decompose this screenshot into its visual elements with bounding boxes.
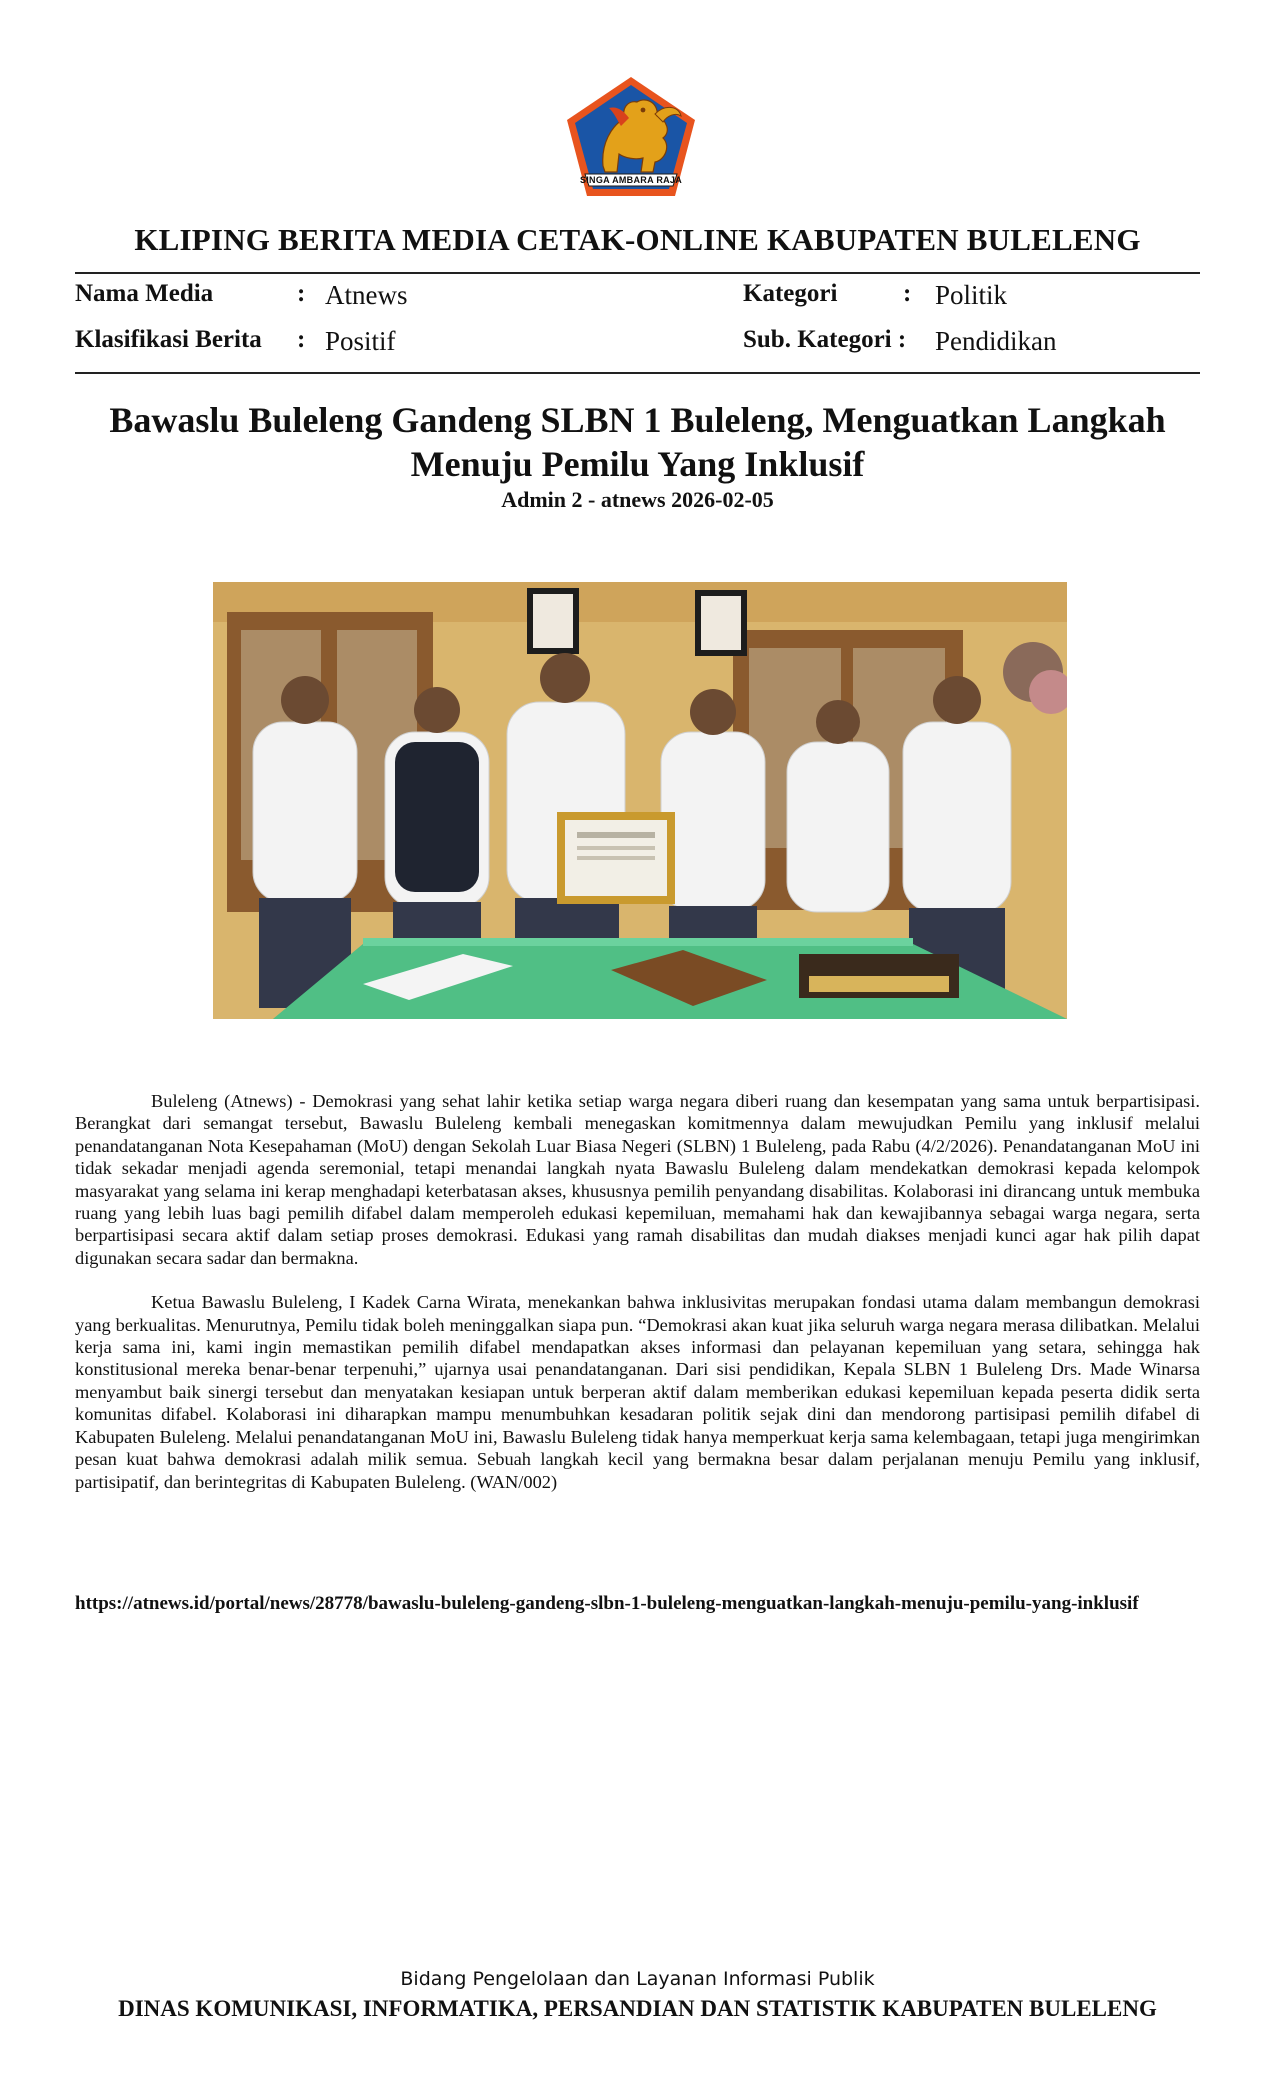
article-photo [213,582,1067,1019]
clipping-header-title: KLIPING BERITA MEDIA CETAK-ONLINE KABUPATEN BULELENG [134,222,1141,257]
source-link[interactable]: https://atnews.id/portal/news/28778/bawaslu-buleleng-gandeng-slbn-1-buleleng-menguatkan-langkah-menuju-pemilu-yang-inklusif [75,1593,1139,1614]
emblem-svg [563,74,699,200]
category-colon: : [903,280,912,307]
meta-row-classification [75,326,1200,362]
group-photo-certificate-icon [213,582,1067,1019]
article-byline: Admin 2 - atnews 2026-02-05 [501,487,774,512]
category-value: Politik [935,280,1008,310]
classification-value: Positif [325,326,396,356]
classification-label: Klasifikasi Berita [75,326,262,353]
media-colon: : [297,280,306,307]
article-paragraph-1: Buleleng (Atnews) - Demokrasi yang sehat lahir ketika setiap warga negara diberi ruang dan kesempatan yang sama untuk berpartisipasi. Berangkat dari semangat tersebut, Bawaslu Buleleng kembali menegaskan komitmennya dalam mewujudkan Pemilu yang inklusif melalui penandatanganan Nota Kesepahaman (MoU) dengan Sekolah Luar Biasa Negeri (SLBN) 1 Buleleng, pada Rabu (4/2/2026). Penandatanganan MoU ini tidak sekadar menjadi agenda seremonial, tetapi menandai langkah nyata Bawaslu Buleleng dalam mendekatkan demokrasi kepada kelompok masyarakat yang selama ini kerap menghadapi keterbatasan akses, khususnya pemilih penyandang disabilitas. Kolaborasi ini dirancang untuk membuka ruang yang lebih luas bagi pemilih difabel dalam memperoleh edukasi kepemiluan, memahami hak dan kewajibannya sebagai warga negara, serta berpartisipasi secara aktif dalam setiap proses demokrasi. Edukasi yang ramah disabilitas dan mudah diakses menjadi kunci agar hak pilih dapat digunakan secara sadar dan bermakna. [75,1091,1200,1268]
category-label: Kategori [743,280,838,307]
subcategory-value: Pendidikan [935,326,1057,356]
classification-colon: : [297,326,306,353]
article-paragraph-2: Ketua Bawaslu Buleleng, I Kadek Carna Wirata, menekankan bahwa inklusivitas merupakan fondasi utama dalam membangun demokrasi yang berkualitas. Menurutnya, Pemilu tidak boleh meninggalkan siapa pun. “Demokrasi akan kuat jika seluruh warga negara merasa dilibatkan. Melalui kerja sama ini, kami ingin memastikan pemilih difabel mendapatkan akses informasi dan pelayanan kepemiluan yang setara, sehingga hak konstitusional mereka benar-benar terpenuhi,” ujarnya usai penandatanganan. Dari sisi pendidikan, Kepala SLBN 1 Buleleng Drs. Made Winarsa menyambut baik sinergi tersebut dan menyatakan kesiapan untuk berperan aktif dalam memberikan edukasi kepemiluan kepada peserta didik serta komunitas difabel. Kolaborasi ini diharapkan mampu menumbuhkan kesadaran politik sejak dini dan mendorong partisipasi pemilih difabel di Kabupaten Buleleng. Melalui penandatanganan MoU ini, Bawaslu Buleleng tidak hanya memperkuat kerja sama kelembagaan, tetapi juga mengirimkan pesan kuat bahwa demokrasi adalah milik semua. Sebuah langkah kecil yang bermakna besar dalam perjalanan menuju Pemilu yang inklusif, partisipatif, dan berintegritas di Kabupaten Buleleng. (WAN/002) [75,1292,1200,1492]
subcategory-label: Sub. Kategori : [743,326,907,353]
article-body [75,1090,1200,1515]
header-divider-top [75,272,1200,274]
footer-agency: DINAS KOMUNIKASI, INFORMATIKA, PERSANDIAN DAN STATISTIK KABUPATEN BULELENG [118,1996,1157,2021]
footer-department: Bidang Pengelolaan dan Layanan Informasi Publik [400,1968,875,1990]
media-value: Atnews [325,280,408,310]
header-divider-bottom [75,372,1200,374]
singa-ambara-raja-emblem-icon [563,74,699,200]
article-title: Bawaslu Buleleng Gandeng SLBN 1 Buleleng, Menguatkan Langkah Menuju Pemilu Yang Inklusif [109,400,1166,484]
media-label: Nama Media [75,280,214,307]
meta-row-media [75,280,1200,316]
emblem-ribbon-text: SINGA AMBARA RAJA [579,175,683,185]
